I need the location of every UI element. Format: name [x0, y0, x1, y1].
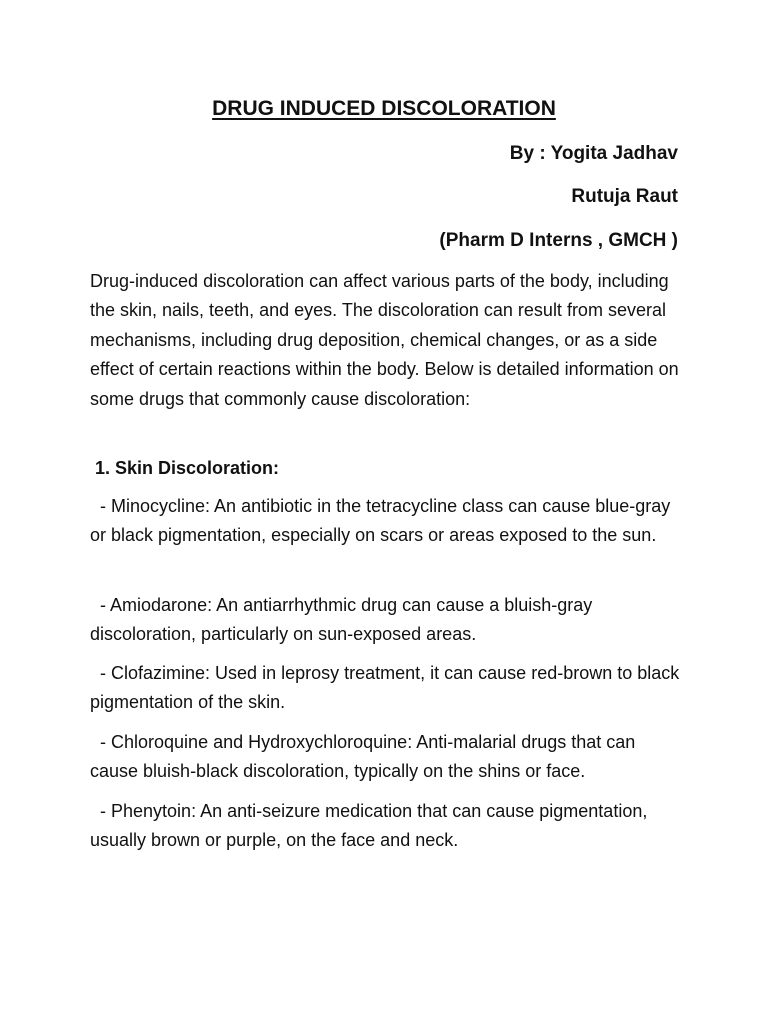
list-item-text: - Minocycline: An antibiotic in the tetracycline class can cause blue-gray or black pigmentation, especially on scars or areas exposed to the sun. [90, 496, 671, 546]
list-item [90, 797, 680, 856]
author-line-2: Rutuja Raut [571, 186, 678, 207]
list-item-text: - Phenytoin: An anti-seizure medication that can cause pigmentation, usually brown or purple, on the face and neck. [90, 801, 648, 851]
list-item [90, 492, 680, 551]
indent-space [90, 595, 100, 615]
indent-space [90, 801, 100, 821]
author-line-1: By : Yogita Jadhav [509, 143, 678, 164]
list-item-text: - Amiodarone: An antiarrhythmic drug can cause a bluish-gray discoloration, particularly on sun-exposed areas. [90, 595, 593, 645]
list-item-text: - Chloroquine and Hydroxychloroquine: Anti-malarial drugs that can cause bluish-black discoloration, typically on the shins or face. [90, 732, 636, 782]
list-item [90, 659, 680, 718]
author-affiliation: (Pharm D Interns , GMCH ) [439, 230, 678, 251]
indent-space [90, 732, 100, 752]
indent-space [90, 663, 100, 683]
intro-paragraph: Drug-induced discoloration can affect various parts of the body, including the skin, nails, teeth, and eyes. The discoloration can result from several mechanisms, including drug deposition, chemical changes, or as a side effect of certain reactions within the body. Below is detailed information on some drugs that commonly cause discoloration: [90, 271, 679, 409]
section-heading: 1. Skin Discoloration: [95, 458, 280, 478]
list-item [90, 591, 680, 650]
list-item [90, 728, 680, 787]
indent-space [90, 496, 100, 516]
list-item-text: - Clofazimine: Used in leprosy treatment, it can cause red-brown to black pigmentation of the skin. [90, 663, 680, 713]
document-title: DRUG INDUCED DISCOLORATION [212, 97, 556, 120]
